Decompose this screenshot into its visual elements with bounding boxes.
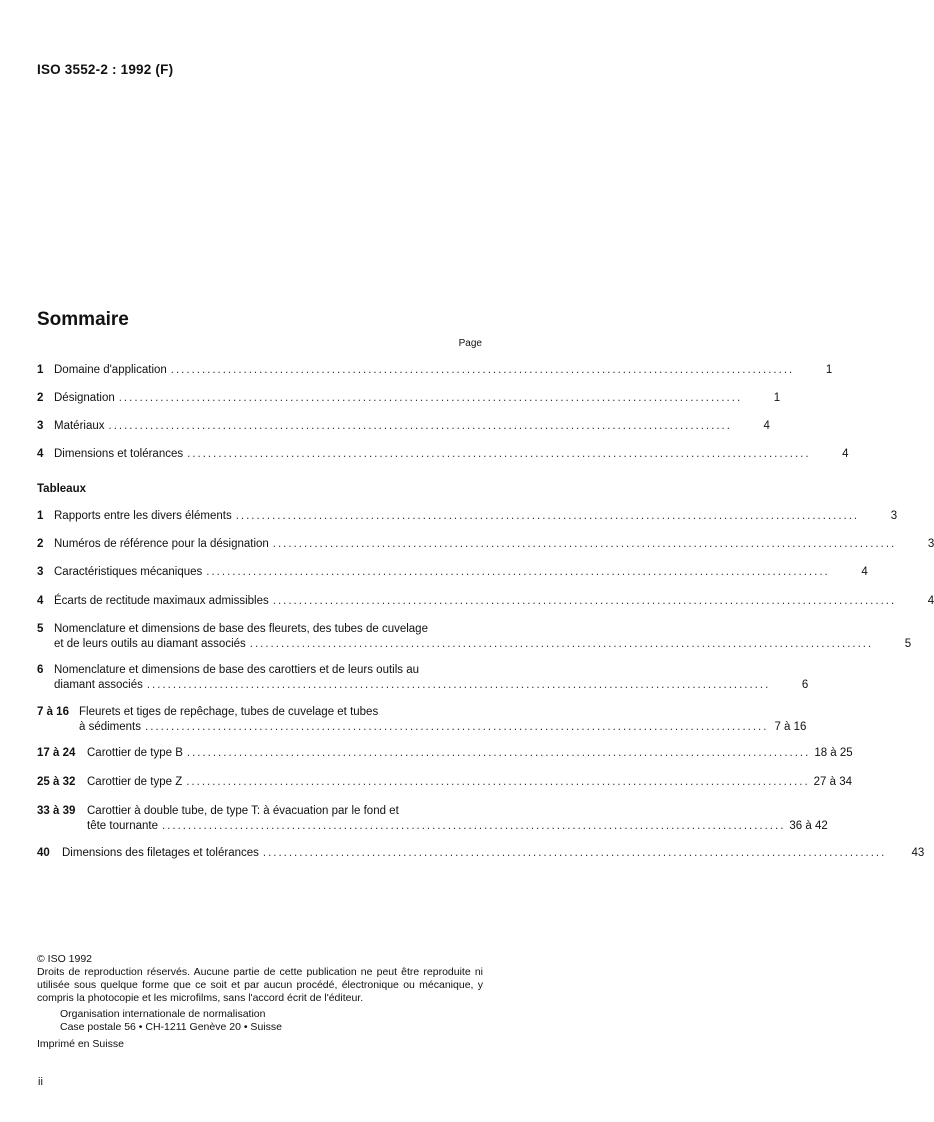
rights-notice: Droits de reproduction réservés. Aucune partie de cette publication ne peut être reproduite ni utilisée sous quelque forme que ce soit et par aucun procédé, électronique ou mécanique, y compris la photocopie et les microfilms, sans l'accord écrit de l'éditeur. [37,966,483,1004]
table-page: 43 [911,847,925,859]
toc-entry-4[interactable] [37,447,849,462]
leader-dots: ........................................................................................................................ [186,747,811,759]
table-number: 25 à 32 [37,776,76,788]
toc-page: 1 [773,392,781,404]
toc-entry-1[interactable] [37,363,833,378]
table-label-line2: à sédiments [79,721,142,733]
table-page: 18 à 25 [814,747,853,759]
copyright-line: © ISO 1992 [37,953,93,965]
printed-in: Imprimé en Suisse [37,1038,124,1050]
table-number: 40 [37,847,50,859]
table-number: 6 [37,664,44,676]
table-entry-17-24[interactable] [37,746,853,761]
toc-label: Domaine d'application [54,364,167,376]
table-page: 4 [927,595,934,607]
tables-heading: Tableaux [37,483,86,495]
leader-dots: ........................................................................................................................ [272,538,897,550]
table-label-line1: Nomenclature et dimensions de base des fleurets, des tubes de cuvelage [54,623,428,635]
toc-label: Dimensions et tolérances [54,448,184,460]
leader-dots: ........................................................................................................................ [161,820,786,832]
table-label-line1: Nomenclature et dimensions de base des carottiers et de leurs outils au [54,664,420,676]
table-page: 7 à 16 [774,721,807,733]
leader-dots: ........................................................................................................................ [170,364,795,376]
leader-dots: ........................................................................................................................ [206,566,830,578]
table-label-line1: Carottier à double tube, de type T: à évacuation par le fond et [87,805,399,817]
leader-dots: ........................................................................................................................ [187,448,811,460]
table-label: Carottier de type Z [87,776,183,788]
leader-dots: ........................................................................................................................ [235,510,860,522]
table-label: Rapports entre les divers éléments [54,510,232,522]
leader-dots: ........................................................................................................................ [262,847,887,859]
table-number: 2 [37,538,44,550]
table-entry-7-16[interactable] [37,705,807,735]
toc-page: 1 [825,364,833,376]
organization-address: Case postale 56 • CH-1211 Genève 20 • Suisse [60,1021,282,1033]
table-entry-2[interactable] [37,537,934,552]
table-label: Caractéristiques mécaniques [54,566,203,578]
toc-page: 4 [842,448,849,460]
table-entry-5[interactable] [37,622,912,652]
table-number: 17 à 24 [37,747,76,759]
table-label: Carottier de type B [87,747,183,759]
table-number: 3 [37,566,44,578]
table-entry-40[interactable] [37,846,925,861]
table-page: 27 à 34 [813,776,853,788]
leader-dots: ........................................................................................................................ [146,679,771,691]
table-page: 5 [904,638,912,650]
table-entry-3[interactable] [37,565,868,580]
leader-dots: ........................................................................................................................ [145,721,769,733]
table-label: Numéros de référence pour la désignation [54,538,269,550]
table-label: Dimensions des filetages et tolérances [62,847,259,859]
table-entry-4[interactable] [37,594,934,609]
table-entry-6[interactable] [37,663,809,693]
toc-label: Désignation [54,392,115,404]
table-page: 36 à 42 [789,820,828,832]
organization-name: Organisation internationale de normalisation [60,1008,266,1020]
leader-dots: ........................................................................................................................ [118,392,743,404]
toc-number: 4 [37,448,44,460]
table-label-line2: diamant associés [54,679,143,691]
document-id: ISO 3552-2 : 1992 (F) [37,62,174,77]
toc-page: 4 [763,420,770,432]
toc-entry-2[interactable] [37,391,781,406]
page-column-label: Page [458,338,482,349]
leader-dots: ........................................................................................................................ [249,638,874,650]
copyright-block [37,953,483,1051]
table-entry-33-39[interactable] [37,804,828,834]
page-title: Sommaire [37,309,129,330]
table-entry-1[interactable] [37,509,898,524]
table-label: Écarts de rectitude maximaux admissibles [54,595,269,607]
toc-number: 3 [37,420,44,432]
toc-number: 2 [37,392,44,404]
table-number: 4 [37,595,44,607]
toc-number: 1 [37,364,44,376]
toc-label: Matériaux [54,420,105,432]
table-number: 33 à 39 [37,805,76,817]
leader-dots: ........................................................................................................................ [186,776,810,788]
leader-dots: ........................................................................................................................ [272,595,897,607]
table-page: 3 [890,510,898,522]
table-page: 4 [861,566,868,578]
leader-dots: ........................................................................................................................ [108,420,732,432]
page-number: ii [38,1076,43,1088]
table-page: 3 [927,538,934,550]
table-label-line1: Fleurets et tiges de repêchage, tubes de cuvelage et tubes [79,706,379,718]
table-label-line2: et de leurs outils au diamant associés [54,638,246,650]
toc-entry-3[interactable] [37,419,770,434]
table-label-line2: tête tournante [87,820,158,832]
table-number: 7 à 16 [37,706,69,718]
table-number: 5 [37,623,44,635]
table-number: 1 [37,510,44,522]
table-page: 6 [801,679,809,691]
table-entry-25-32[interactable] [37,775,853,790]
